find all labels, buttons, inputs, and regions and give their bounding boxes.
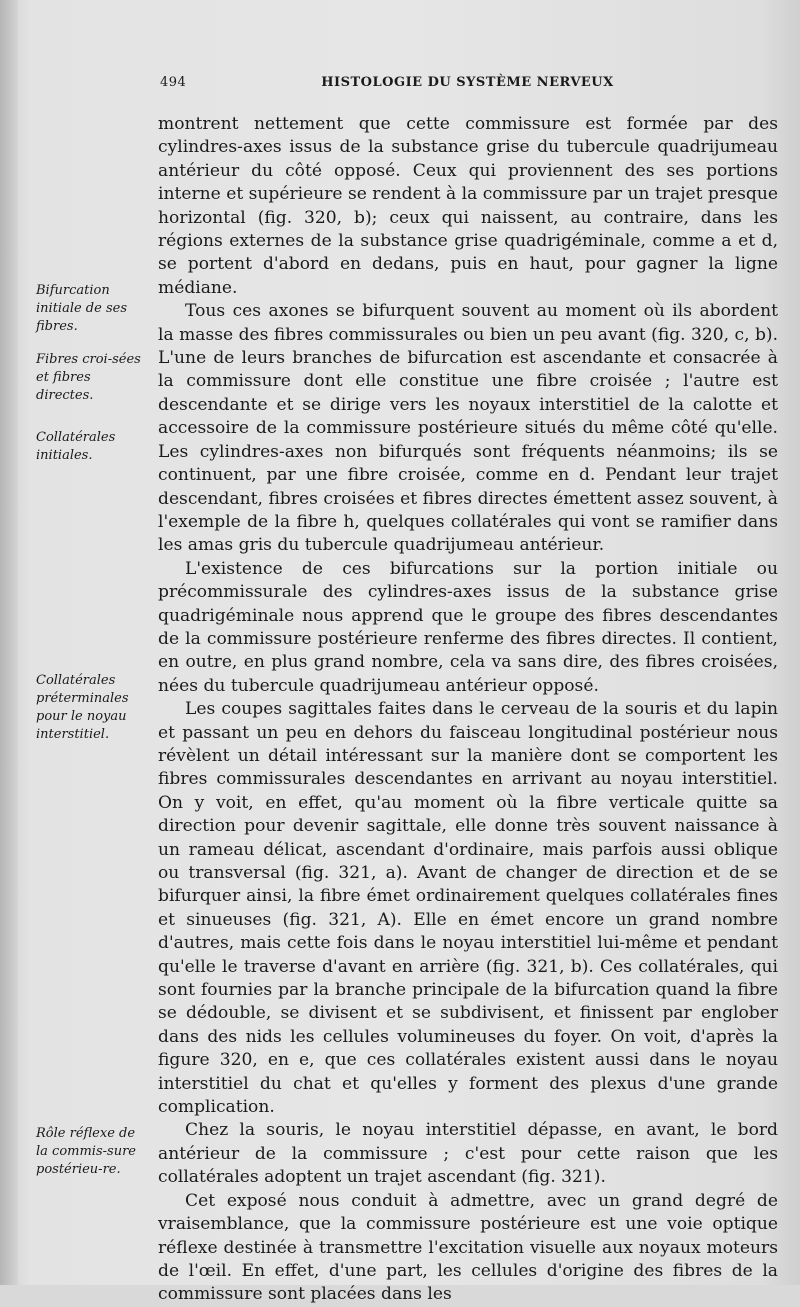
margin-note-bifurcation: Bifurcation initiale de ses fibres.: [36, 283, 127, 334]
body-text: [158, 113, 778, 1307]
margin-note-role-reflexe: Rôle réflexe de la commis-sure postérieu-re.: [36, 1126, 136, 1177]
paragraph: Cet exposé nous conduit à admettre, avec un grand degré de vraisemblance, que la commissure postérieure est une voie optique réflexe destinée à transmettre l'excitation visuelle aux noyaux moteurs de l'œil. En effet, d'une part, les cellules d'origine des fibres de la commissure sont placées dans les: [158, 1190, 778, 1305]
page-header: [160, 75, 775, 95]
margin-note-fibres-croisees: Fibres croi-sées et fibres directes.: [36, 352, 141, 403]
paragraph: Chez la souris, le noyau interstitiel dépasse, en avant, le bord antérieur de la commissure ; c'est pour cette raison que les collatérales adoptent un trajet ascendant (fig. 321).: [158, 1120, 778, 1188]
margin-note-collaterales-initiales: Collatérales initiales.: [36, 430, 116, 463]
page-number: 494: [160, 75, 187, 90]
paragraph: L'existence de ces bifurcations sur la portion initiale ou précommissurale des cylindres-axes issus de la substance grise quadrigéminale nous apprend que le groupe des fibres descendantes de la commissure postérieure renferme des fibres directes. Il contient, en outre, en plus grand nombre, cela va sans dire, des fibres croisées, nées du tubercule quadrijumeau antérieur opposé.: [158, 558, 778, 696]
paragraph: montrent nettement que cette commissure est formée par des cylindres-axes issus de la substance grise du tubercule quadrijumeau antérieur du côté opposé. Ceux qui proviennent des ses portions interne et supérieure se rendent à la commissure par un trajet presque horizontal (fig. 320, b); ceux qui naissent, au contraire, dans les régions externes de la substance grise quadrigéminale, comme a et d, se portent d'abord en dedans, puis en haut, pour gagner la ligne médiane.: [158, 114, 778, 298]
book-gutter: [0, 0, 18, 1285]
margin-note-collaterales-preterminales: Collatérales préterminales pour le noyau interstitiel.: [36, 673, 129, 742]
running-title: HISTOLOGIE DU SYSTÈME NERVEUX: [321, 75, 614, 90]
paragraph: Tous ces axones se bifurquent souvent au moment où ils abordent la masse des fibres commissurales ou bien un peu avant (fig. 320, c, b). L'une de leurs branches de bifurcation est ascendante et consacrée à la commissure dont elle constitue une fibre croisée ; l'autre est descendante et se dirige vers les noyaux interstitiel de la calotte et accessoire de la commissure postérieure situés du même côté qu'elle. Les cylindres-axes non bifurqués sont fréquents néanmoins; ils se continuent, par une fibre croisée, comme en d. Pendant leur trajet descendant, fibres croisées et fibres directes émettent assez souvent, à l'exemple de la fibre h, quelques collatérales qui vont se ramifier dans les amas gris du tubercule quadrijumeau antérieur.: [158, 301, 779, 556]
paragraph: Les coupes sagittales faites dans le cerveau de la souris et du lapin et passant un peu en dehors du faisceau longitudinal postérieur nous révèlent un détail intéressant sur la manière dont se comportent les fibres commissurales descendantes en arrivant au noyau interstitiel. On y voit, en effet, qu'au moment où la fibre verticale quitte sa direction pour devenir sagittale, elle donne très souvent naissance à un rameau délicat, ascendant d'ordinaire, mais parfois aussi oblique ou transversal (fig. 321, a). Avant de changer de direction et de se bifurquer ainsi, la fibre émet ordinairement quelques collatérales fines et sinueuses (fig. 321, A). Elle en émet encore un grand nombre d'autres, mais cette fois dans le noyau interstitiel lui-même et pendant qu'elle le traverse d'avant en arrière (fig. 321, b). Ces collatérales, qui sont fournies par la branche principale de la bifurcation quand la fibre se dédouble, se divisent et se subdivisent, et finissent par englober dans des nids les cellules volumineuses du foyer. On voit, d'après la figure 320, en e, que ces collatérales existent aussi dans le noyau interstitiel du chat et qu'elles y forment des plexus d'une grande complication.: [158, 699, 778, 1118]
